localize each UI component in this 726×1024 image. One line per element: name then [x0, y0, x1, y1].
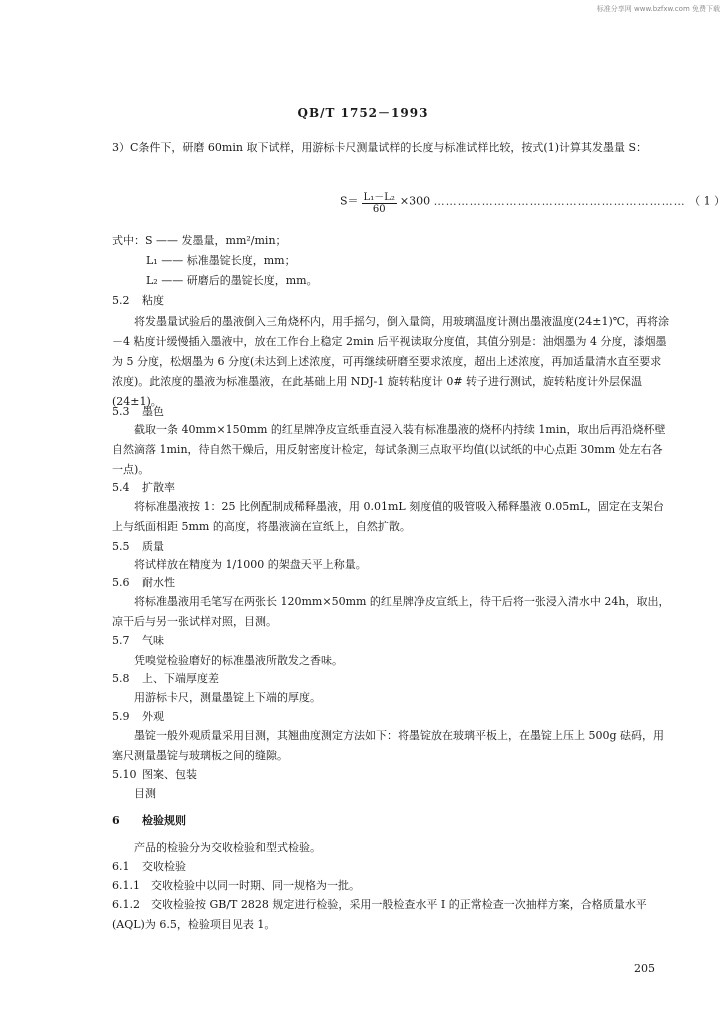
section-5-6-heading: 5.6 耐水性 [112, 576, 175, 589]
formula [340, 188, 725, 215]
section-5-7-heading: 5.7 气味 [112, 634, 164, 647]
section-5-3-text: 截取一条 40mm×150mm 的红星牌净皮宣纸垂直浸入装有标准墨液的烧杯内持续 1min，取出后再沿烧杯壁自然滴落 1min，待自然干燥后，用反射密度计检定，每试条测三点取平均值(以试纸的中心点距 30mm 处左右各一点)。 [112, 423, 666, 476]
intro-paragraph: 3）C条件下，研磨 60min 取下试样，用游标卡尺测量试样的长度与标准试样比较，按式(1)计算其发墨量 S： [112, 141, 648, 154]
section-5-2-text: 将发墨量试验后的墨液倒入三角烧杯内，用手摇匀，倒入量筒，用玻璃温度计测出墨液温度(24±1)℃，再将涂－4 粘度计缓慢插入墨液中，放在工作台上稳定 2min 后平视读取分度值，其值分别是：油烟墨为 4 分度，漆烟墨为 5 分度，松烟墨为 6 分度(未达到上述浓度，可再继续研磨至要求浓度，超出上述浓度，再加适量清水直至要求浓度)。此浓度的墨液为标准墨液，在此基础上用 NDJ-1 旋转粘度计 0# 转子进行测试，旋转粘度计外层保温(24±1)。 [112, 315, 670, 408]
section-5-8-text: 用游标卡尺，测量墨锭上下端的厚度。 [134, 691, 321, 704]
page-header: QB/T 1752－1993 [297, 106, 429, 120]
section-5-10-heading: 5.10 图案、包装 [112, 768, 197, 781]
section-5-7-text: 凭嗅觉检验磨好的标准墨液所散发之香味。 [134, 654, 343, 667]
formula-lhs: S＝ [340, 194, 359, 208]
section-5-5-text: 将试样放在精度为 1/1000 的架盘天平上称量。 [134, 558, 367, 571]
formula-tail: ×300 [399, 194, 431, 208]
section-5-6-text: 将标准墨液用毛笔写在两张长 120mm×50mm 的红星牌净皮宣纸上，待干后将一张浸入清水中 24h，取出，凉干后与另一张试样对照，目测。 [112, 595, 670, 628]
formula-denominator: 60 [372, 204, 386, 215]
section-5-9-heading: 5.9 外观 [112, 710, 164, 723]
where-line-1 [112, 232, 287, 248]
section-6-1-1-text: 6.1.1 交收检验中以同一时期、同一规格为一批。 [112, 879, 360, 892]
formula-dots: ……………………………………………………… [433, 194, 686, 208]
section-5-4-heading: 5.4 扩散率 [112, 481, 175, 494]
formula-numerator: L₁－L₂ [362, 188, 397, 204]
section-5-2-heading: 5.2 粘度 [112, 294, 164, 307]
section-5-5-heading: 5.5 质量 [112, 540, 164, 553]
section-6-1-heading: 6.1 交收检验 [112, 860, 186, 873]
section-6-heading: 6 检验规则 [112, 814, 186, 827]
where-prefix: 式中： [112, 234, 145, 247]
where-item-s: S —— 发墨量，mm²/min； [145, 234, 287, 247]
section-5-3-heading: 5.3 墨色 [112, 405, 164, 418]
section-5-8-heading: 5.8 上、下端厚度差 [112, 672, 219, 685]
section-6-text: 产品的检验分为交收检验和型式检验。 [134, 841, 321, 854]
where-item-l1: L₁ —— 标准墨锭长度，mm； [146, 254, 296, 267]
watermark: 标准分享网 www.bzfxw.com 免费下载 [596, 5, 720, 13]
section-5-9-text: 墨锭一般外观质量采用目测，其翘曲度测定方法如下：将墨锭放在玻璃平板上，在墨锭上压上 500g 砝码，用塞尺测量墨锭与玻璃板之间的缝隙。 [112, 729, 665, 762]
page-number: 205 [634, 962, 655, 975]
section-6-1-2-text: 6.1.2 交收检验按 GB/T 2828 规定进行检验，采用一般检查水平 I 的正常检查一次抽样方案，合格质量水平(AQL)为 6.5，检验项目见表 1。 [112, 898, 647, 931]
formula-label: （ 1 ） [689, 194, 726, 208]
section-5-10-text: 目测 [134, 787, 156, 800]
formula-fraction [362, 188, 397, 215]
where-item-l2: L₂ —— 研磨后的墨锭长度，mm。 [146, 274, 318, 287]
section-5-4-text: 将标准墨液按 1：25 比例配制成稀释墨液，用 0.01mL 刻度值的吸管吸入稀释墨液 0.05mL，固定在支架台上与纸面相距 5mm 的高度，将墨液滴在宣纸上，自然扩散。 [112, 500, 664, 533]
